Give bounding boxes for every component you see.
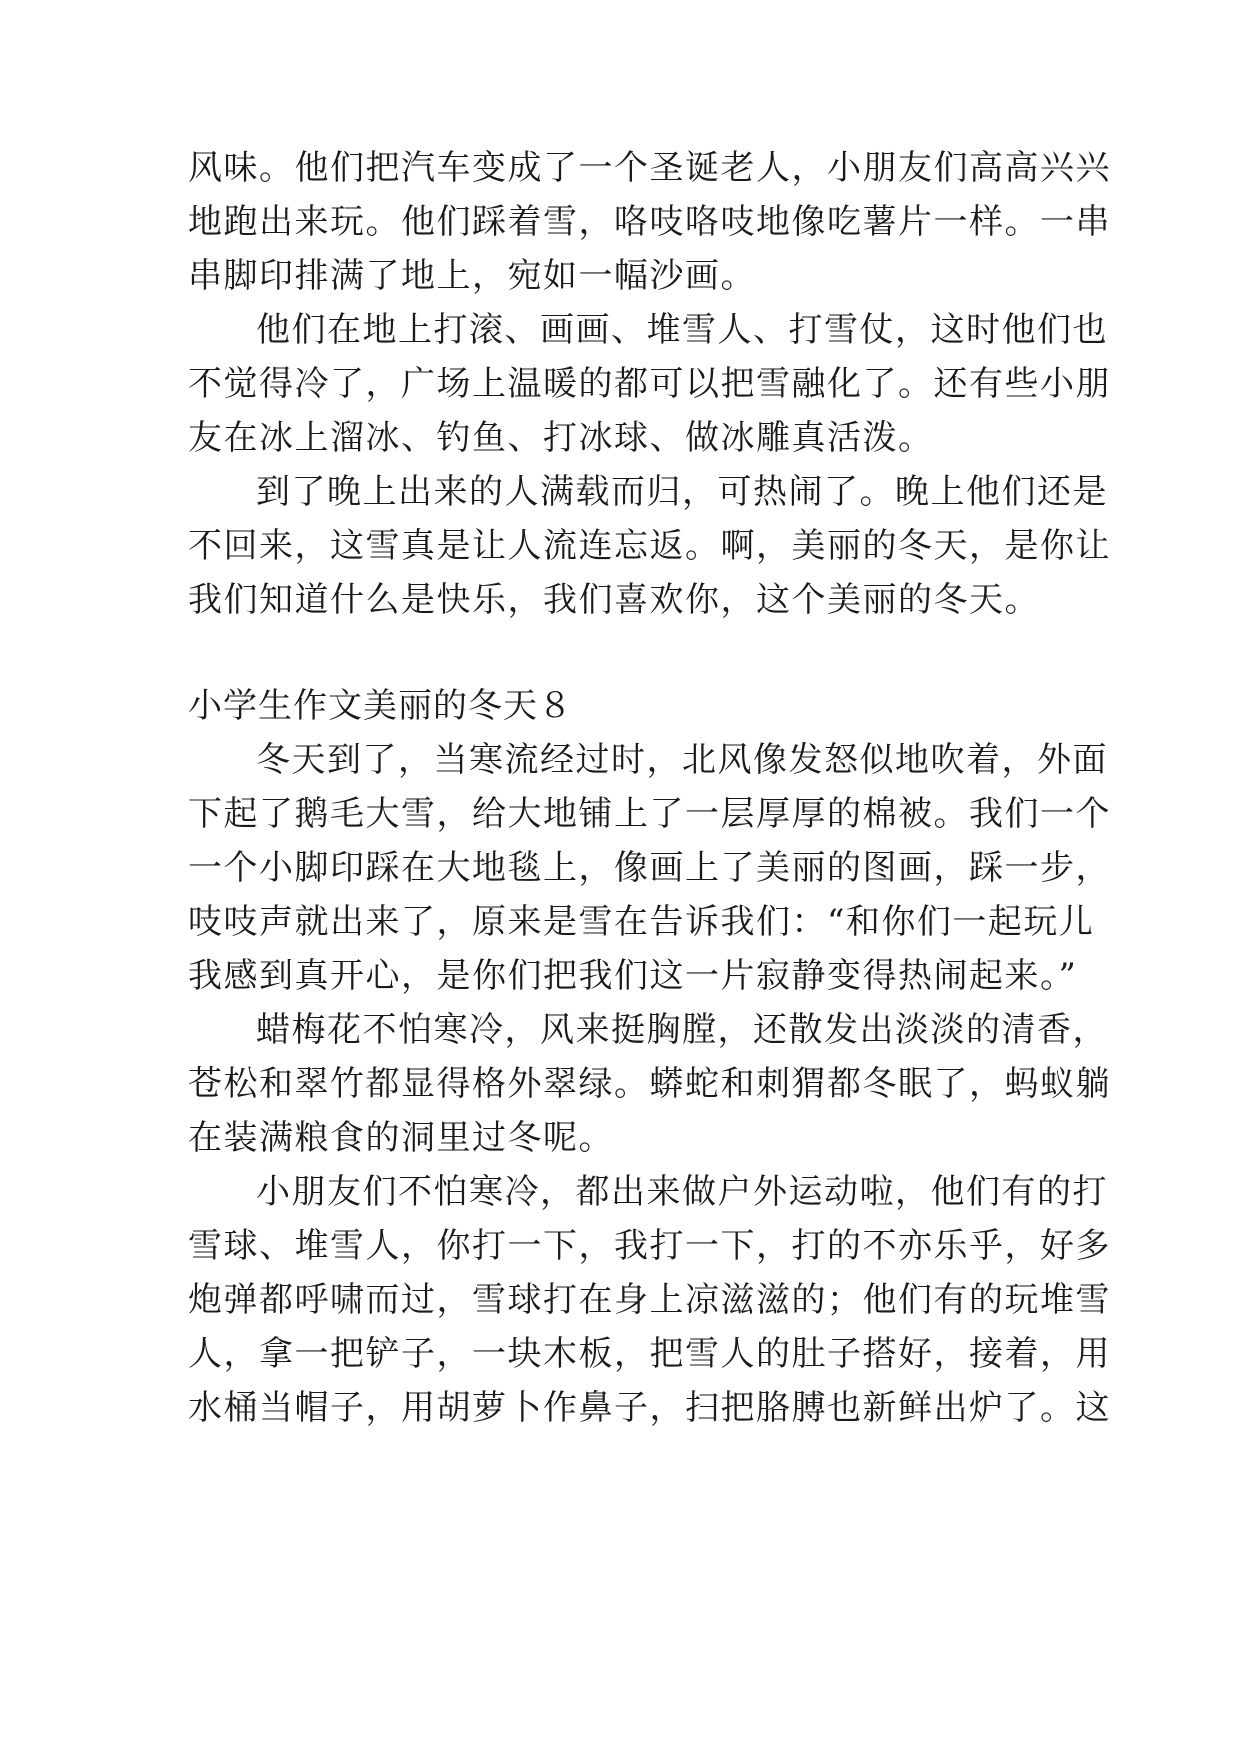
text-line: 雪球、堆雪人，你打一下，我打一下，打的不亦乐乎，好多 [188, 1226, 1111, 1266]
text-line: 地跑出来玩。他们踩着雪，咯吱咯吱地像吃薯片一样。一串 [188, 202, 1111, 242]
text-line: 小朋友们不怕寒冷，都出来做户外运动啦，他们有的打 [256, 1172, 1108, 1212]
text-line: 人，拿一把铲子，一块木板，把雪人的肚子搭好，接着，用 [188, 1334, 1111, 1374]
text-line: 冬天到了，当寒流经过时，北风像发怒似地吹着，外面 [256, 740, 1108, 780]
text-line: 下起了鹅毛大雪，给大地铺上了一层厚厚的棉被。我们一个 [188, 794, 1111, 834]
text-line: 苍松和翠竹都显得格外翠绿。蟒蛇和刺猬都冬眠了，蚂蚁躺 [188, 1064, 1111, 1104]
text-line: 我们知道什么是快乐，我们喜欢你，这个美丽的冬天。 [188, 580, 1040, 620]
text-line: 不觉得冷了，广场上温暖的都可以把雪融化了。还有些小朋 [188, 364, 1111, 404]
text-line: 水桶当帽子，用胡萝卜作鼻子，扫把胳膊也新鲜出炉了。这 [188, 1388, 1111, 1428]
text-line: 炮弹都呼啸而过，雪球打在身上凉滋滋的；他们有的玩堆雪 [188, 1280, 1111, 1320]
text-line: 串脚印排满了地上，宛如一幅沙画。 [188, 256, 756, 296]
text-line: 他们在地上打滚、画画、堆雪人、打雪仗，这时他们也 [256, 310, 1108, 350]
text-line: 吱吱声就出来了，原来是雪在告诉我们：“和你们一起玩儿 [188, 902, 1095, 942]
text-line: 我感到真开心，是你们把我们这一片寂静变得热闹起来。” [188, 956, 1078, 996]
text-line: 风味。他们把汽车变成了一个圣诞老人，小朋友们高高兴兴 [188, 148, 1111, 188]
text-line: 一个小脚印踩在大地毯上，像画上了美丽的图画，踩一步， [188, 848, 1111, 888]
text-line: 友在冰上溜冰、钓鱼、打冰球、做冰雕真活泼。 [188, 418, 934, 458]
section-title: 小学生作文美丽的冬天８ [188, 686, 573, 726]
text-line: 到了晚上出来的人满载而归，可热闹了。晚上他们还是 [256, 472, 1108, 512]
text-line: 蜡梅花不怕寒冷，风来挺胸膛，还散发出淡淡的清香， [256, 1010, 1108, 1050]
text-line: 不回来，这雪真是让人流连忘返。啊，美丽的冬天，是你让 [188, 526, 1111, 566]
text-line: 在装满粮食的洞里过冬呢。 [188, 1118, 614, 1158]
